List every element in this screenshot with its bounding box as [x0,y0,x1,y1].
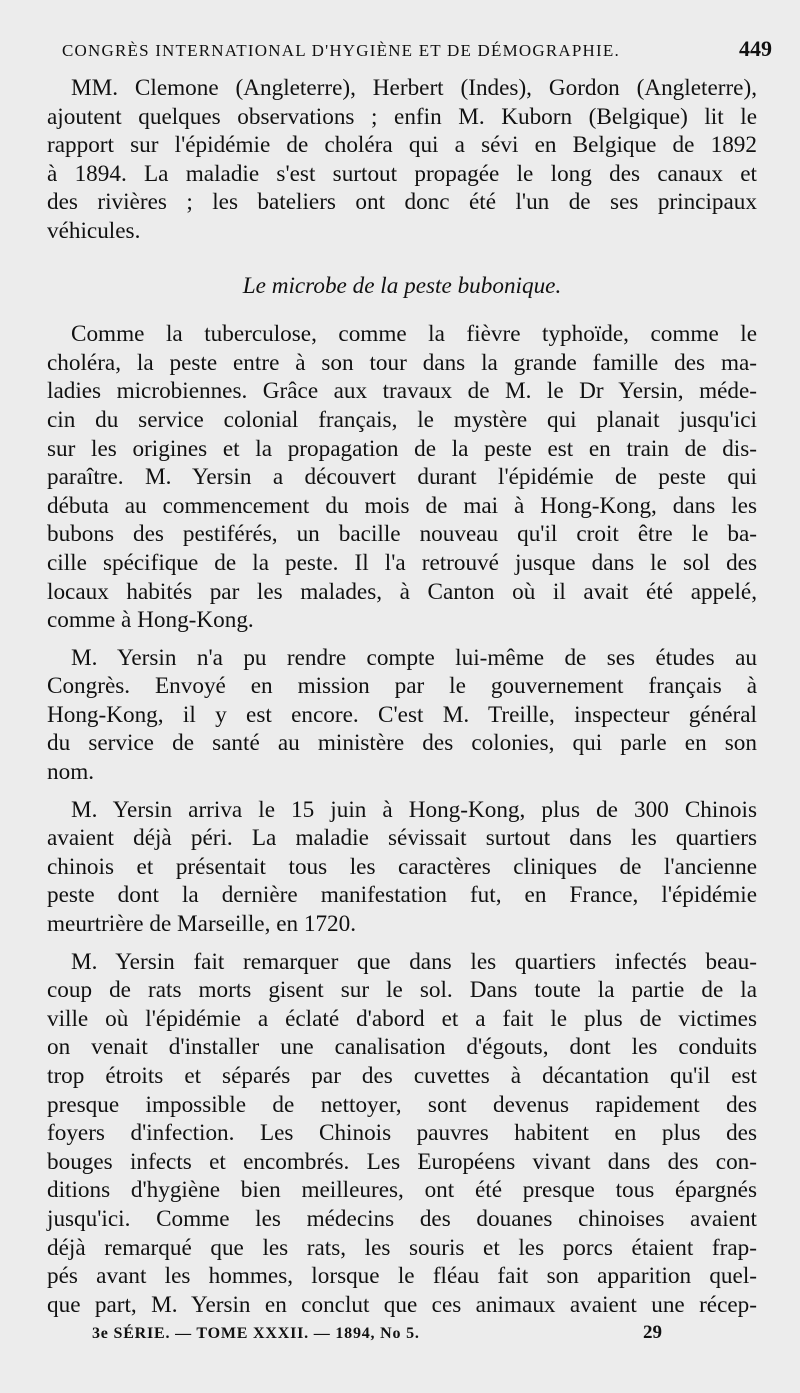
text-line: ditions d'hygiène bien meilleures, ont été presque tous épargnés [47,1177,757,1204]
page-header [62,36,772,62]
text-line: MM. Clemone (Angleterre), Herbert (Indes), Gordon (Angleterre), [71,75,757,101]
text-line: pés avant les hommes, lorsque le fléau fait son apparition quel- [47,1263,757,1290]
text-line: comme à Hong-Kong. [47,607,254,634]
text-line: bubons des pestiférés, un bacille nouveau qu'il croit être le ba- [47,521,757,548]
text-line: rapport sur l'épidémie de choléra qui a sévi en Belgique de 1892 [47,132,757,159]
text-line: avaient déjà péri. La maladie sévissait surtout dans les quartiers [47,825,757,852]
text-line: que part, M. Yersin en conclut que ces animaux avaient une récep- [47,1291,757,1318]
series-volume-line: 3e SÉRIE. — TOME XXXII. — 1894, No 5. [92,1325,420,1342]
text-line: locaux habités par les malades, à Canton où il avait été appelé, [47,578,757,605]
text-line: cille spécifique de la peste. Il l'a retrouvé jusque dans le sol des [47,549,757,576]
text-line: peste dont la dernière manifestation fut, en France, l'épidémie [47,882,757,909]
text-line: M. Yersin arriva le 15 juin à Hong-Kong, plus de 300 Chinois [71,796,757,823]
page-footer [92,1322,662,1344]
text-line: meurtrière de Marseille, en 1720. [47,911,357,938]
text-line: chinois et présentait tous les caractères cliniques de l'ancienne [47,853,757,880]
section-heading: Le microbe de la peste bubonique. [242,272,562,299]
text-line: Comme la tuberculose, comme la fièvre typhoïde, comme le [71,321,757,348]
intro-paragraph [47,74,757,246]
paragraph-tuberculose [47,320,757,635]
text-line: ville où l'épidémie a éclaté d'abord et a fait le plus de victimes [47,1005,757,1032]
text-line: coup de rats morts gisent sur le sol. Dans toute la partie de la [47,977,757,1004]
text-line: sur les origines et la propagation de la peste est en train de dis- [47,435,757,462]
body-text [47,74,757,1319]
text-line: trop étroits et séparés par des cuvettes à décantation qu'il est [47,1063,757,1089]
text-line: Congrès. Envoyé en mission par le gouvernement français à [47,673,757,700]
text-line: débuta au commencement du mois de mai à Hong-Kong, dans les [47,492,757,519]
text-line: on venait d'installer une canalisation d'égouts, dont les conduits [47,1034,757,1061]
text-line: presque impossible de nettoyer, sont devenus rapidement des [47,1091,757,1118]
text-line: paraître. M. Yersin a découvert durant l'épidémie de peste qui [47,464,757,491]
text-line: cin du service colonial français, le mystère qui planait jusqu'ici [47,406,757,433]
text-line: ajoutent quelques observations ; enfin M. Kuborn (Belgique) lit le [47,103,757,130]
running-title: CONGRÈS INTERNATIONAL D'HYGIÈNE ET DE DÉMOGRAPHIE. [62,41,620,60]
text-line: bouges infects et encombrés. Les Européens vivant dans des con- [47,1148,757,1175]
page-number: 449 [739,36,772,61]
signature-mark: 29 [643,1322,662,1343]
text-line: jusqu'ici. Comme les médecins des douanes chinoises avaient [47,1205,757,1232]
paragraph-rats [47,948,757,1320]
text-line: foyers d'infection. Les Chinois pauvres habitent en plus des [47,1120,757,1147]
text-line: M. Yersin n'a pu rendre compte lui-même de ses études au [71,644,757,671]
paragraph-arrivee [47,796,757,939]
text-line: des rivières ; les bateliers ont donc été l'un de ses principaux [47,189,757,216]
text-line: choléra, la peste entre à son tour dans la grande famille des ma- [47,349,757,376]
text-line: Hong-Kong, il y est encore. C'est M. Treille, inspecteur général [47,701,757,728]
text-line: du service de santé au ministère des colonies, qui parle en son [47,730,757,757]
paragraph-congres [47,644,757,787]
text-line: ladies microbiennes. Grâce aux travaux de M. le Dr Yersin, méde- [47,378,757,405]
text-line: M. Yersin fait remarquer que dans les quartiers infectés beau- [71,948,757,975]
text-line: véhicules. [47,217,141,244]
text-line: déjà remarqué que les rats, les souris et les porcs étaient frap- [47,1234,757,1261]
text-line: nom. [47,759,95,786]
text-line: à 1894. La maladie s'est surtout propagée le long des canaux et [47,160,757,187]
